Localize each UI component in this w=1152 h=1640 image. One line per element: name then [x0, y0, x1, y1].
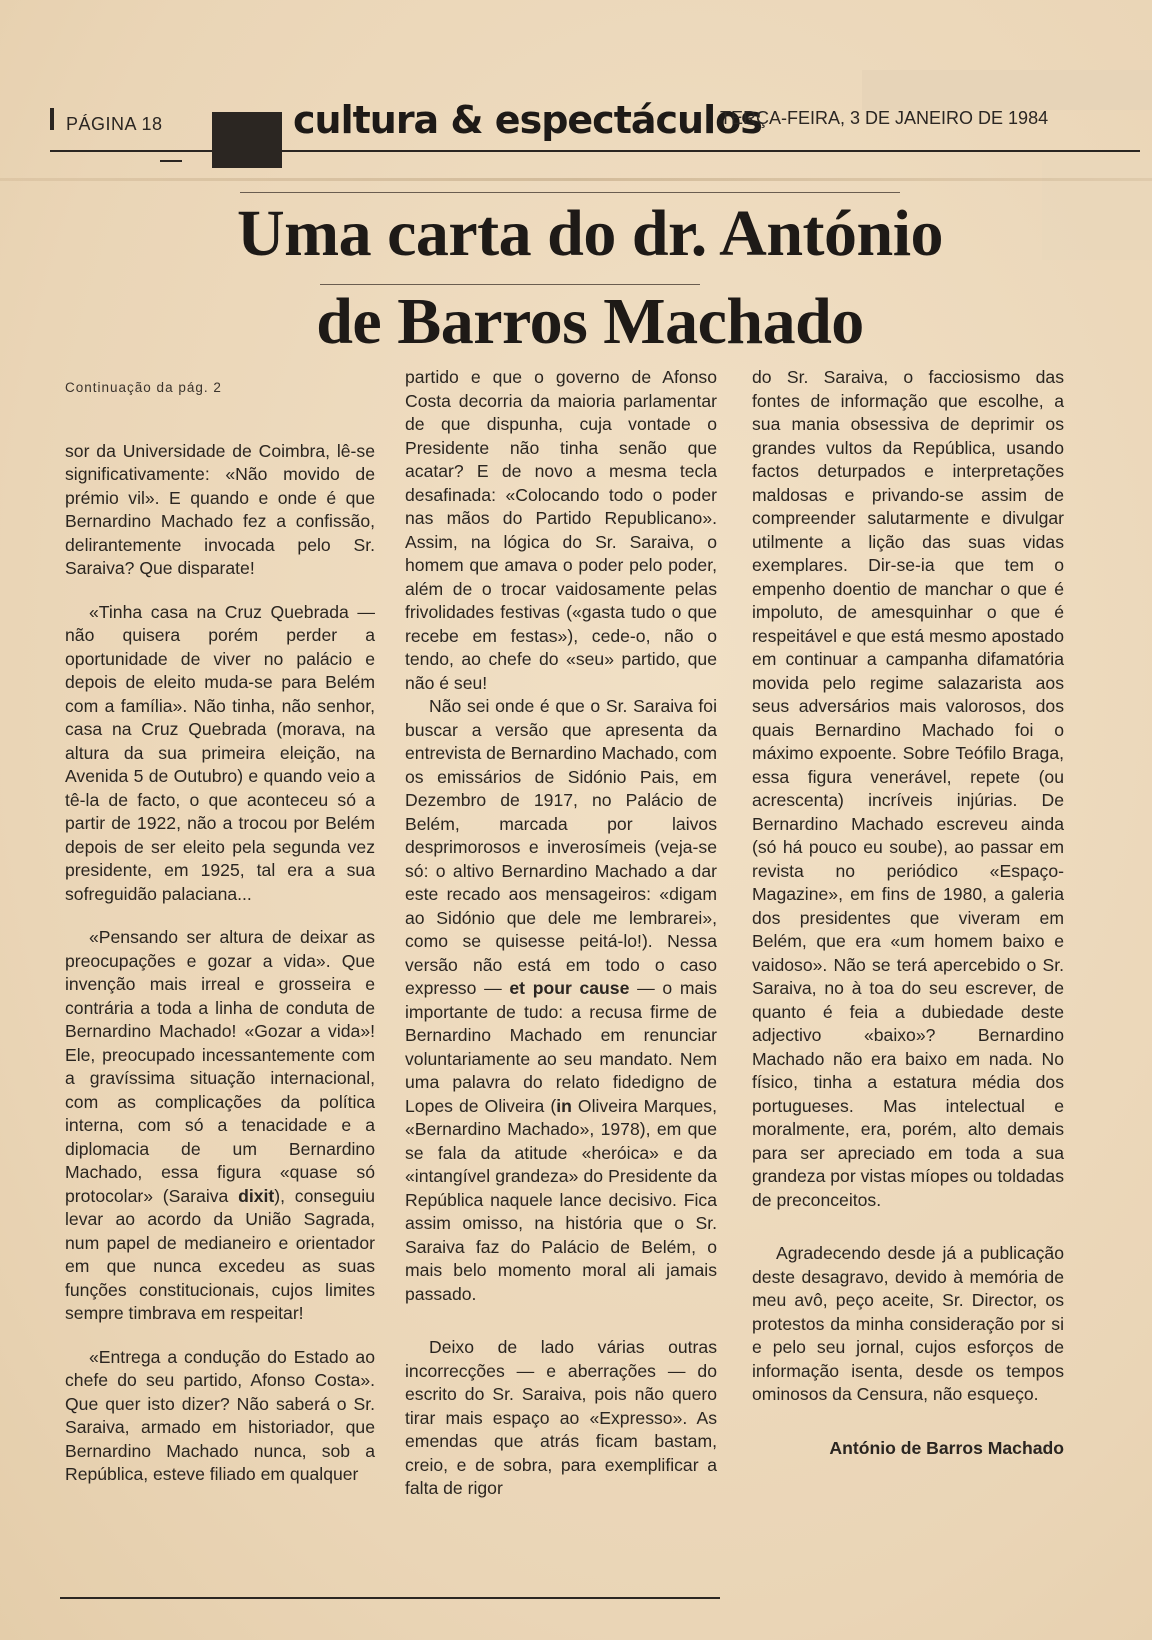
paragraph-text: — o mais importante de tudo: a recusa firme de Bernardino Machado em renunciar voluntariamente ao seu mandato. Nem uma palavra do relato fidedigno de Lopes de Oliveira (	[405, 978, 717, 1116]
headline-line-2: de Barros Machado	[316, 285, 864, 358]
paragraph-text: ), conseguiu levar ao acordo da União Sagrada, num papel de medianeiro e orientador em que nunca excedeu as suas funções constitucionais, cujos limites sempre timbrava em respeitar!	[65, 1185, 375, 1323]
emphasis: et pour cause	[509, 978, 630, 998]
paragraph: Agradecendo desde já a publicação deste desagravo, devido à memória de meu avô, peço aceite, Sr. Director, os protestos da minha consideração por si e pelo seu jornal, cujos esforços de informação isenta, desde os tempos ominosos da Censura, não esqueço.	[752, 1243, 1064, 1404]
header-bar	[50, 108, 54, 130]
article-column-1	[65, 376, 375, 1487]
paragraph	[65, 926, 375, 1326]
headline-line-1: Uma carta do dr. António	[236, 197, 944, 270]
article-column-2	[405, 366, 717, 1501]
paragraph-text: Oliveira Marques, «Bernardino Machado», 1978), em que se fala da atitude «heróica» e da «intangível grandeza» do Presidente da República naquele lance decisivo. Fica assim omisso, na história que o Sr. Saraiva faz do Palácio de Belém, o mais belo momento moral ali jamais passado.	[405, 1095, 717, 1304]
page-number: PÁGINA 18	[66, 114, 163, 134]
emphasis: in	[556, 1095, 572, 1116]
continuation-note: Continuação da pág. 2	[65, 380, 222, 395]
paragraph: Deixo de lado várias outras incorrecções — e aberrações — do escrito do Sr. Saraiva, pois não quero tirar mais espaço ao «Expresso». As emendas que atrás ficam bastam, creio, e de sobra, para exemplificar a falta de rigor	[405, 1337, 717, 1498]
paragraph: do Sr. Saraiva, o facciosismo das fontes de informação que escolhe, a sua mania obsessiva de deprimir os grandes vultos da República, usando factos deturpados e interpretações maldosas e privando-se assim de compreender salutarmente e divulgar utilmente a lição das suas vidas exemplares. Dir-se-ia que tem o empenho doentio de manchar o que é impoluto, de amesquinhar o que é respeitável e que está mesmo apostado em continuar a campanha difamatória movida pelo regime salazarista aos seus adversários mais valorosos, dos quais Bernardino Machado foi o máximo expoente. Sobre Teófilo Braga, essa figura venerável, repete (ou acrescenta) incríveis injúrias. De Bernardino Machado escreveu ainda (só há pouco eu soube), ao passar em revista no periódico «Espaço-Magazine», em fins de 1980, a galeria dos presidentes que viveram em Belém, que era «um homem baixo e vaidoso». Não se terá apercebido o Sr. Saraiva, no à toa do seu escrever, de quanto é feia a dubiedade deste adjectivo «baixo»? Bernardino Machado não era baixo em nada. No físico, tinha a estatura média dos portugueses. Mas intelectual e moralmente, era, porém, alto demais para ser apreciado em toda a sua grandeza por vistas míopes ou toldadas de preconceitos.	[752, 367, 1064, 1210]
paragraph	[405, 695, 717, 1306]
page-header	[50, 96, 1140, 166]
paper-strip	[1042, 160, 1152, 260]
issue-date: TERÇA-FEIRA, 3 DE JANEIRO DE 1984	[720, 108, 1049, 128]
article-column-3	[752, 366, 1064, 1460]
header-rule-short	[160, 160, 182, 162]
paragraph: «Tinha casa na Cruz Quebrada — não quisera porém perder a oportunidade de viver no palácio e depois de eleito muda-se para Belém com a família». Não tinha, não senhor, casa na Cruz Quebrada (morava, na altura da sua primeira eleição, na Avenida 5 de Outubro) e quando veio a tê-la de facto, o que aconteceu só a partir de 1922, não a trocou por Belém depois de ser eleito pela segunda vez presidente, em 1925, tal era a sua sofreguidão palaciana...	[65, 601, 375, 904]
article-headline	[200, 190, 980, 366]
paragraph-text: «Pensando ser altura de deixar as preocupações e gozar a vida». Que invenção mais irreal e grosseira e contrária a toda a linha de conduta de Bernardino Machado! «Gozar a vida»! Ele, preocupado incessantemente com a gravíssima situação internacional, com as complicações da política interna, com só a tenacidade e a diplomacia de um Bernardino Machado, essa figura «quase só protocolar» (Saraiva	[65, 927, 375, 1206]
paragraph-text: Não sei onde é que o Sr. Saraiva foi buscar a versão que apresenta da entrevista de Bernardino Machado, com os emissários de Sidónio Pais, em Dezembro de 1917, no Palácio de Belém, marcada por laivos desprimorosos e inverosímeis (veja-se só: o altivo Bernardino Machado a dar este recado aos mensageiros: «digam ao Sidónio que dele me lembrarei», como se quisesse peitá-lo!). Nessa versão não está em todo o caso expresso —	[405, 696, 717, 998]
paragraph: partido e que o governo de Afonso Costa decorria da maioria parlamentar de que dispunha, cuja vontade o Presidente não tinha senão que acatar? E de novo a mesma tecla desafinada: «Colocando todo o poder nas mãos do Partido Republicano». Assim, na lógica do Sr. Saraiva, o homem que amava o poder pelo poder, além de o trocar vaidosamente pelas frivolidades festivas («gasta tudo o que recebe em festas»), cede-o, não o tendo, ao chefe do «seu» partido, que não é seu!	[405, 367, 717, 693]
paper-fold	[0, 178, 1152, 181]
paragraph: «Entrega a condução do Estado ao chefe do seu partido, Afonso Costa». Que quer isto dizer? Não saberá o Sr. Saraiva, armado em historiador, que Bernardino Machado nunca, sob a República, esteve filiado em qualquer	[65, 1346, 375, 1484]
bottom-rule	[60, 1597, 720, 1599]
signature: António de Barros Machado	[829, 1437, 1064, 1458]
paragraph: sor da Universidade de Coimbra, lê-se significativamente: «Não movido de prémio vil». E quando e onde é que Bernardino Machado fez a confissão, delirantemente invocada pelo Sr. Saraiva? Que disparate!	[65, 440, 375, 578]
section-title: cultura & espectáculos	[293, 98, 762, 142]
emphasis: dixit	[238, 1185, 275, 1206]
newspaper-logo	[212, 112, 282, 168]
header-rule	[50, 150, 1140, 152]
